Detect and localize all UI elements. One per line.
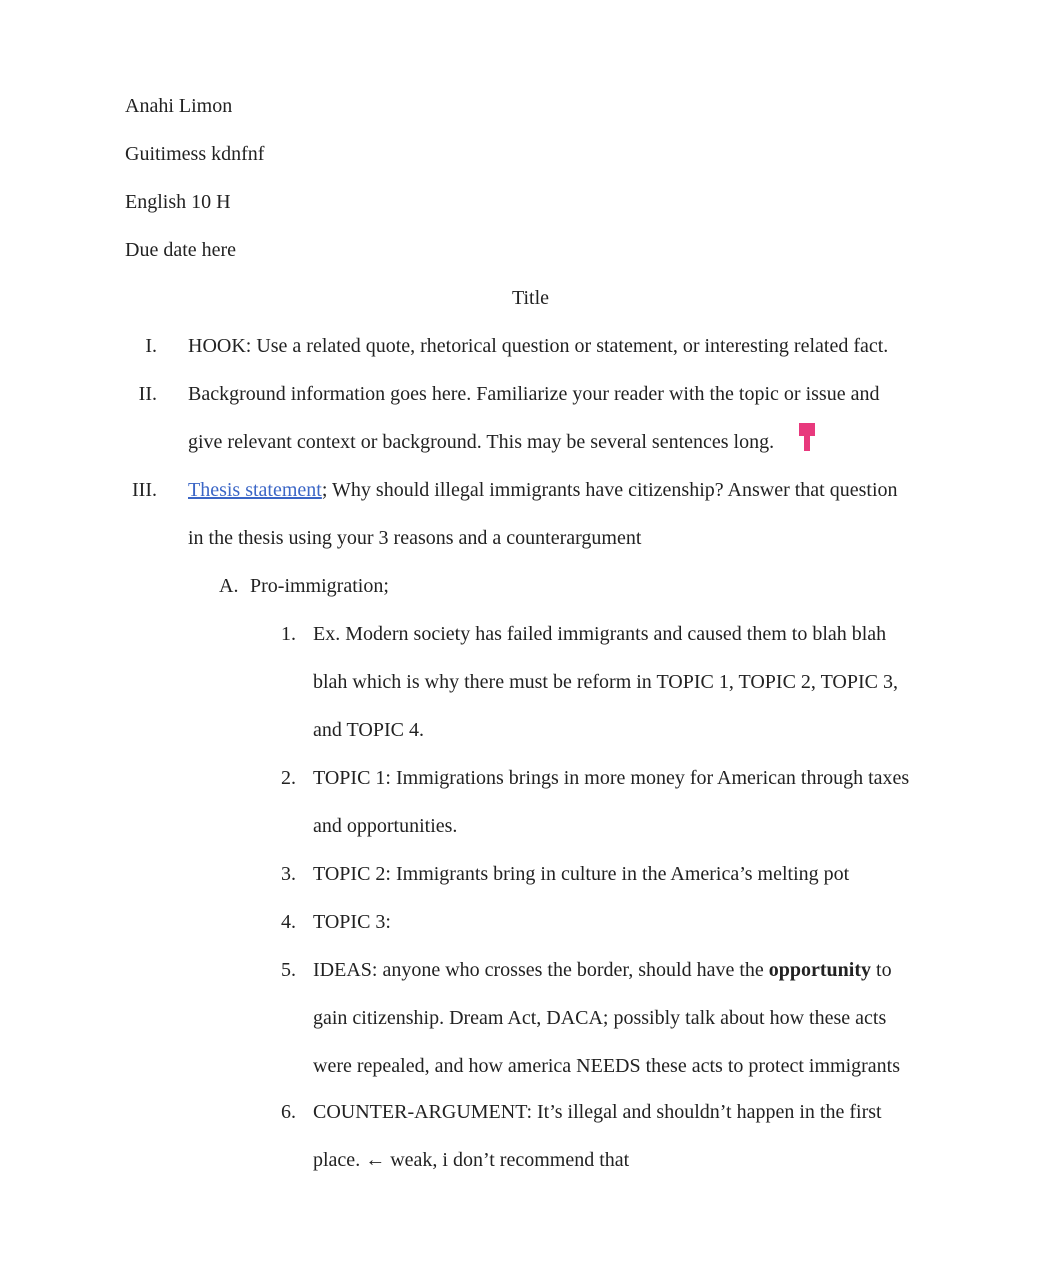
item-2-line-1: TOPIC 1: Immigrations brings in more money for American through taxes (313, 767, 910, 789)
thesis-statement-link[interactable]: Thesis statement (188, 479, 322, 501)
item-6-line-1: COUNTER-ARGUMENT: It’s illegal and shouldn’t happen in the first (313, 1101, 882, 1123)
item-3-line-1: TOPIC 2: Immigrants bring in culture in the America’s melting pot (313, 863, 850, 885)
item-5-bold-text: opportunity (768, 959, 872, 981)
item-1-line-2: blah which is why there must be reform in TOPIC 1, TOPIC 2, TOPIC 3, (313, 671, 898, 693)
list-marker: I. (145, 335, 157, 357)
list-marker: 6. (281, 1101, 296, 1123)
comment-marker-icon[interactable] (799, 423, 815, 451)
item-4-line-1: TOPIC 3: (313, 911, 391, 933)
list-marker: 2. (281, 767, 296, 789)
hook-text: HOOK: Use a related quote, rhetorical question or statement, or interesting related fact. (188, 335, 889, 357)
item-1-line-1: Ex. Modern society has failed immigrants and caused them to blah blah (313, 623, 887, 645)
item-5-line-1 (313, 958, 892, 982)
list-marker: 3. (281, 863, 296, 885)
pro-immigration-heading: Pro-immigration; (250, 575, 389, 597)
item-2-line-2: and opportunities. (313, 815, 458, 837)
item-6-line-2: place. ← weak, i don’t recommend that (313, 1149, 630, 1171)
background-line-2: give relevant context or background. This may be several sentences long. (188, 431, 775, 453)
list-marker: 4. (281, 911, 296, 933)
item-5-text-end: to (871, 959, 892, 981)
document-title: Title (511, 287, 550, 309)
item-5-line-3: were repealed, and how america NEEDS these acts to protect immigrants (313, 1055, 901, 1077)
author-name: Anahi Limon (125, 95, 233, 117)
list-marker: A. (219, 575, 239, 597)
item-1-line-3: and TOPIC 4. (313, 719, 424, 741)
class-name: English 10 H (125, 191, 231, 213)
background-line-1: Background information goes here. Familiarize your reader with the topic or issue and (188, 383, 880, 405)
item-5-text: IDEAS: anyone who crosses the border, should have the (313, 959, 769, 981)
item-5-line-2: gain citizenship. Dream Act, DACA; possibly talk about how these acts (313, 1007, 887, 1029)
list-marker: 1. (281, 623, 296, 645)
due-date: Due date here (125, 239, 237, 261)
thesis-line-1 (188, 478, 898, 502)
list-marker: III. (132, 479, 157, 501)
list-marker: II. (138, 383, 157, 405)
thesis-line-2: in the thesis using your 3 reasons and a counterargument (188, 527, 642, 549)
list-marker: 5. (281, 959, 296, 981)
thesis-line-1-text: ; Why should illegal immigrants have citizenship? Answer that question (321, 479, 898, 501)
teacher-name: Guitimess kdnfnf (125, 143, 265, 165)
